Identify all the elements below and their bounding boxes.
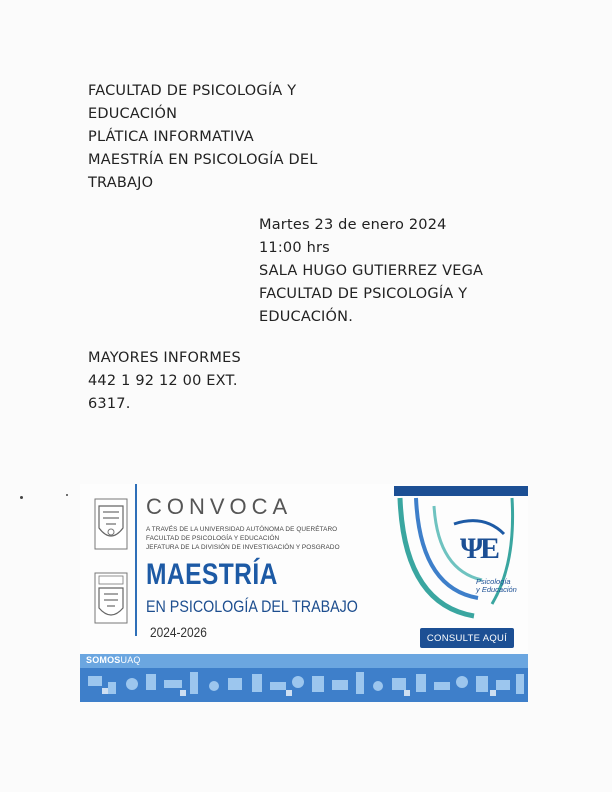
event-room: SALA HUGO GUTIERREZ VEGA (259, 263, 484, 279)
banner-subtitle-line: A TRAVÉS DE LA UNIVERSIDAD AUTÓNOMA DE QUERÉTARO (146, 526, 338, 533)
header-text-block (88, 80, 318, 195)
somos-uaq-label (86, 655, 141, 665)
header-line: TRABAJO (88, 175, 154, 191)
banner-title: CONVOCA (146, 494, 293, 519)
consult-here-button[interactable]: CONSULTE AQUÍ (420, 628, 514, 648)
svg-text:Ψ: Ψ (460, 532, 484, 565)
scan-speck (66, 494, 68, 496)
contact-extension: 6317. (88, 396, 131, 412)
event-details-block (259, 214, 483, 329)
event-date: Martes 23 de enero 2024 (259, 217, 447, 233)
footer-brand-strip (80, 654, 528, 668)
decorative-pattern (80, 668, 528, 702)
header-line: PLÁTICA INFORMATIVA (88, 129, 254, 145)
header-line: MAESTRÍA EN PSICOLOGÍA DEL (88, 152, 318, 168)
footer-brand-light: UAQ (120, 655, 141, 665)
event-time: 11:00 hrs (259, 240, 330, 256)
contact-label: MAYORES INFORMES (88, 350, 241, 366)
program-subtitle: EN PSICOLOGÍA DEL TRABAJO (146, 597, 358, 616)
faculty-logo-icon (394, 484, 528, 634)
banner-footer (80, 654, 528, 702)
header-line: EDUCACIÓN (88, 106, 178, 122)
logo-text-line: y Educación (476, 585, 517, 594)
logo-text-line: Psicología (476, 577, 511, 586)
banner-divider (135, 484, 137, 636)
svg-text:E: E (480, 532, 501, 565)
contact-phone: 442 1 92 12 00 EXT. (88, 373, 238, 389)
event-venue: FACULTAD DE PSICOLOGÍA Y (259, 286, 468, 302)
scan-speck (20, 496, 23, 499)
banner-subtitle-line: JEFATURA DE LA DIVISIÓN DE INVESTIGACIÓN Y POSGRADO (146, 544, 340, 551)
header-line: FACULTAD DE PSICOLOGÍA Y (88, 83, 297, 99)
university-crest-icon (94, 498, 128, 550)
faculty-crest-icon (94, 572, 128, 624)
footer-brand-bold: SOMOS (86, 655, 121, 665)
program-title: MAESTRÍA (146, 558, 278, 591)
program-period: 2024-2026 (150, 624, 207, 640)
program-banner (80, 484, 528, 702)
contact-info-block (88, 347, 241, 416)
event-venue: EDUCACIÓN. (259, 309, 353, 325)
banner-subtitle-line: FACULTAD DE PSICOLOGÍA Y EDUCACIÓN (146, 535, 280, 542)
